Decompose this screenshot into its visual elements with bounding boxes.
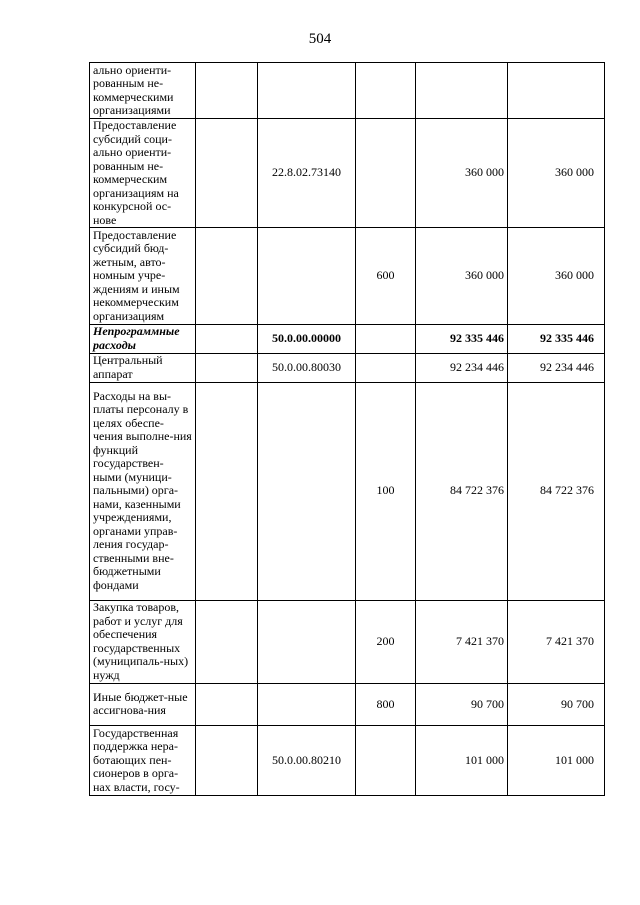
page-number: 504 [308, 31, 332, 47]
row-amount-2-cell: 90 700 [508, 683, 605, 726]
row-type-cell: 800 [356, 683, 416, 726]
row-blank-cell [196, 683, 258, 726]
row-blank-cell [196, 353, 258, 382]
row-amount-1-cell: 84 722 376 [416, 382, 508, 600]
table-row [90, 382, 605, 600]
row-blank-cell [196, 119, 258, 228]
row-name-cell: Предоставление субсидий соци-ально ориенти-рованным не-коммерческим организациям на конкурсной ос-нове [90, 119, 196, 228]
table-row [90, 119, 605, 228]
row-code-cell [258, 228, 356, 325]
row-amount-2-cell: 101 000 [508, 726, 605, 796]
budget-table [89, 62, 605, 796]
table-row [90, 726, 605, 796]
table-row [90, 600, 605, 683]
row-code-cell [258, 600, 356, 683]
row-amount-2-cell: 92 335 446 [508, 324, 605, 353]
row-blank-cell [196, 228, 258, 325]
table-row [90, 324, 605, 353]
table-row [90, 63, 605, 119]
row-amount-2-cell [508, 63, 605, 119]
row-blank-cell [196, 324, 258, 353]
row-blank-cell [196, 63, 258, 119]
row-code-cell [258, 382, 356, 600]
row-code-cell: 50.0.00.80210 [258, 726, 356, 796]
table-row [90, 353, 605, 382]
table-row [90, 228, 605, 325]
row-name-cell: Расходы на вы-платы персоналу в целях обеспе-чения выполне-ния функций государствен-ными (муници-пальными) орга-нами, казенными учреждениями, органами управ-ления государ-ственными вне-бюджетными фондами [90, 382, 196, 600]
row-type-cell [356, 63, 416, 119]
row-blank-cell [196, 726, 258, 796]
row-amount-1-cell: 92 234 446 [416, 353, 508, 382]
row-amount-1-cell: 101 000 [416, 726, 508, 796]
row-name-cell: Центральный аппарат [90, 353, 196, 382]
row-amount-1-cell: 90 700 [416, 683, 508, 726]
row-amount-2-cell: 92 234 446 [508, 353, 605, 382]
row-name-cell: ально ориенти-рованным не-коммерческими организациями [90, 63, 196, 119]
table-row [90, 683, 605, 726]
row-amount-1-cell: 360 000 [416, 228, 508, 325]
row-name-cell: Предоставление субсидий бюд-жетным, авто-номным учре-ждениям и иным некоммерческим организациям [90, 228, 196, 325]
row-amount-1-cell [416, 63, 508, 119]
row-code-cell: 22.8.02.73140 [258, 119, 356, 228]
row-type-cell [356, 726, 416, 796]
row-amount-1-cell: 92 335 446 [416, 324, 508, 353]
row-code-cell: 50.0.00.80030 [258, 353, 356, 382]
row-name-cell: Иные бюджет-ные ассигнова-ния [90, 683, 196, 726]
row-type-cell: 100 [356, 382, 416, 600]
row-type-cell: 200 [356, 600, 416, 683]
row-amount-2-cell: 360 000 [508, 119, 605, 228]
row-type-cell: 600 [356, 228, 416, 325]
row-type-cell [356, 119, 416, 228]
row-amount-1-cell: 360 000 [416, 119, 508, 228]
row-amount-2-cell: 84 722 376 [508, 382, 605, 600]
table-body [90, 63, 605, 796]
row-name-cell: Государственная поддержка нера-ботающих пен-сионеров в орга-нах власти, госу- [90, 726, 196, 796]
row-amount-2-cell: 360 000 [508, 228, 605, 325]
row-name-cell: Закупка товаров, работ и услуг для обеспечения государственных (муниципаль-ных) нужд [90, 600, 196, 683]
row-code-cell: 50.0.00.00000 [258, 324, 356, 353]
row-name-cell: Непрограммные расходы [90, 324, 196, 353]
row-type-cell [356, 353, 416, 382]
row-amount-2-cell: 7 421 370 [508, 600, 605, 683]
row-amount-1-cell: 7 421 370 [416, 600, 508, 683]
row-type-cell [356, 324, 416, 353]
row-code-cell [258, 683, 356, 726]
row-code-cell [258, 63, 356, 119]
row-blank-cell [196, 382, 258, 600]
row-blank-cell [196, 600, 258, 683]
